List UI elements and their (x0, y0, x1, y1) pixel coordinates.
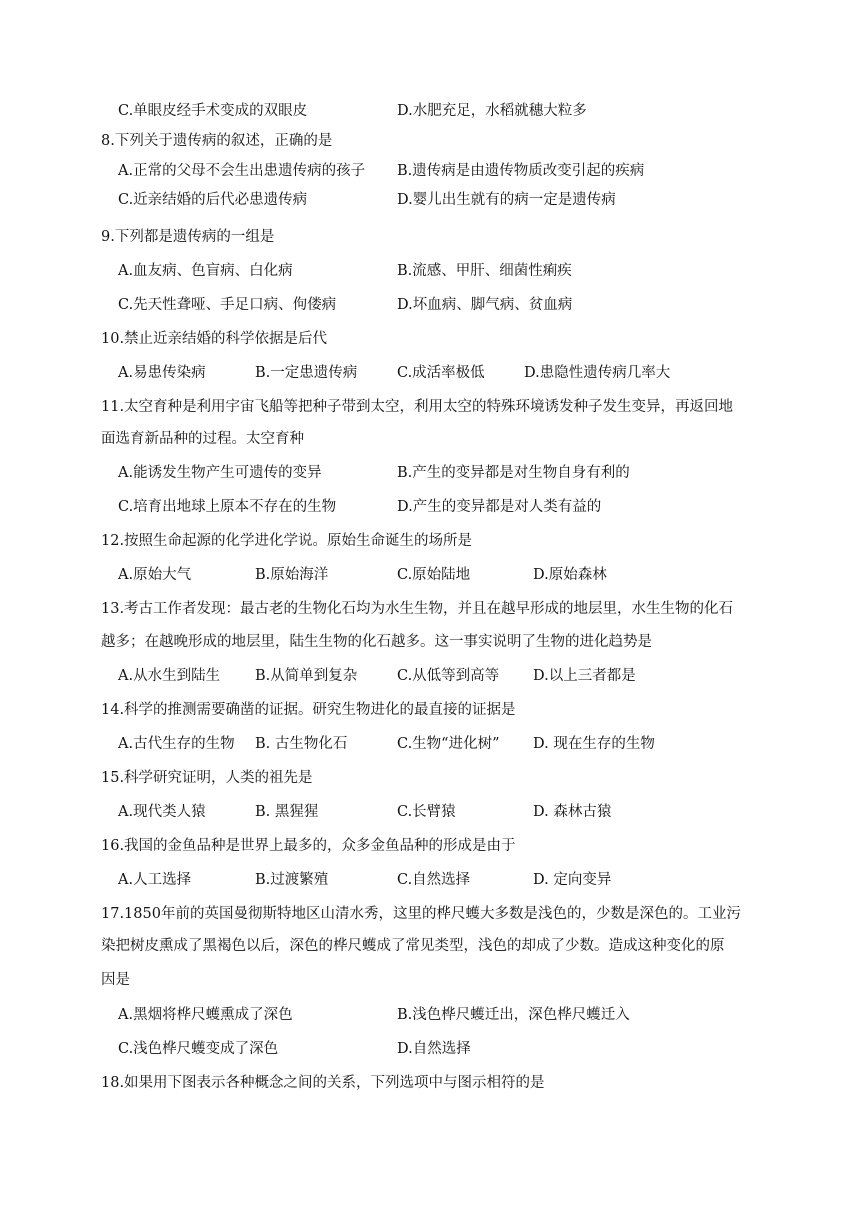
q8-options-cd (118, 190, 616, 210)
q9-options-ab (118, 261, 572, 281)
option-b: B.浅色桦尺蠖迁出，深色桦尺蠖迁入 (397, 1007, 630, 1023)
question-8: 8.下列关于遗传病的叙述，正确的是 (101, 133, 333, 149)
option-b: B.遗传病是由遗传物质改变引起的疾病 (397, 163, 645, 179)
question-18: 18.如果用下图表示各种概念之间的关系，下列选项中与图示相符的是 (101, 1075, 545, 1091)
question-15: 15.科学研究证明，人类的祖先是 (101, 770, 313, 786)
option-a: A.正常的父母不会生出患遗传病的孩子 (118, 163, 366, 179)
q15-options (118, 802, 678, 822)
option-d: D. 定向变异 (533, 872, 612, 888)
q12-options (118, 565, 678, 585)
option-b: B.过渡繁殖 (255, 872, 329, 888)
option-c: C.先天性聋哑、手足口病、佝偻病 (118, 297, 337, 313)
option-d: D.产生的变异都是对人类有益的 (397, 499, 602, 515)
option-c: C.培育出地球上原本不存在的生物 (118, 499, 337, 515)
question-13-line1: 13.考古工作者发现：最古老的生物化石均为水生生物，并且在越早形成的地层里，水生生物的化石 (101, 601, 734, 617)
q11-options-ab (118, 463, 630, 483)
option-c: C.从低等到高等 (397, 668, 500, 684)
option-d: D.婴儿出生就有的病一定是遗传病 (397, 192, 616, 208)
option-c: C.单眼皮经手术变成的双眼皮 (118, 103, 308, 119)
question-14: 14.科学的推测需要确凿的证据。研究生物进化的最直接的证据是 (101, 702, 516, 718)
option-c: C.自然选择 (397, 872, 471, 888)
question-13-line2: 越多；在越晚形成的地层里，陆生生物的化石越多。这一事实说明了生物的进化趋势是 (101, 634, 652, 650)
option-c: C.近亲结婚的后代必患遗传病 (118, 192, 308, 208)
option-d: D.坏血病、脚气病、贫血病 (397, 297, 573, 313)
option-b: B. 古生物化石 (255, 736, 348, 752)
q7-options-cd (118, 101, 587, 121)
option-c: C.浅色桦尺蠖变成了深色 (118, 1041, 279, 1057)
option-d: D.原始森林 (533, 567, 607, 583)
q16-options (118, 870, 678, 890)
option-a: A.易患传染病 (118, 365, 206, 381)
option-c: C.成活率极低 (397, 365, 485, 381)
option-c: C.原始陆地 (397, 567, 471, 583)
option-b: B.从简单到复杂 (255, 668, 358, 684)
option-b: B.产生的变异都是对生物自身有利的 (397, 465, 630, 481)
option-d: D.水肥充足，水稻就穗大粒多 (397, 103, 587, 119)
option-a: A.能诱发生物产生可遗传的变异 (118, 465, 322, 481)
option-c: C.长臂猿 (397, 804, 456, 820)
question-17-line1: 17.1850年前的英国曼彻斯特地区山清水秀，这里的桦尺蠖大多数是浅色的，少数是深色的。工业污 (101, 906, 741, 922)
question-16: 16.我国的金鱼品种是世界上最多的，众多金鱼品种的形成是由于 (101, 838, 516, 854)
q13-options (118, 666, 678, 686)
q17-options-cd (118, 1039, 471, 1059)
option-d: D.自然选择 (397, 1041, 471, 1057)
q9-options-cd (118, 295, 573, 315)
option-a: A.古代生存的生物 (118, 736, 235, 752)
option-a: A.现代类人猿 (118, 804, 206, 820)
question-10: 10.禁止近亲结婚的科学依据是后代 (101, 331, 328, 347)
option-d: D.以上三者都是 (533, 668, 636, 684)
option-d: D. 森林古猿 (533, 804, 612, 820)
option-b: B.一定患遗传病 (255, 365, 358, 381)
q17-options-ab (118, 1005, 630, 1025)
option-c: C.生物“进化树” (397, 736, 500, 752)
q10-options (118, 363, 738, 383)
q14-options (118, 734, 718, 754)
option-d: D.患隐性遗传病几率大 (524, 365, 671, 381)
option-b: B.原始海洋 (255, 567, 329, 583)
option-a: A.从水生到陆生 (118, 668, 221, 684)
question-9: 9.下列都是遗传病的一组是 (101, 229, 275, 245)
option-d: D. 现在生存的生物 (533, 736, 655, 752)
option-a: A.血友病、色盲病、白化病 (118, 263, 293, 279)
question-17-line3: 因是 (101, 972, 130, 988)
option-b: B. 黑猩猩 (255, 804, 319, 820)
question-12: 12.按照生命起源的化学进化学说。原始生命诞生的场所是 (101, 533, 473, 549)
option-a: A.黑烟将桦尺蠖熏成了深色 (118, 1007, 293, 1023)
question-11-line1: 11.太空育种是利用宇宙飞船等把种子带到太空，利用太空的特殊环境诱发种子发生变异，再返回地 (101, 399, 734, 415)
option-a: A.原始大气 (118, 567, 192, 583)
question-17-line2: 染把树皮熏成了黑褐色以后，深色的桦尺蠖成了常见类型，浅色的却成了少数。造成这种变化的原 (101, 938, 725, 954)
question-11-line2: 面选育新品种的过程。太空育种 (101, 431, 304, 447)
option-a: A.人工选择 (118, 872, 192, 888)
q8-options-ab (118, 161, 645, 181)
q11-options-cd (118, 497, 602, 517)
option-b: B.流感、甲肝、细菌性痢疾 (397, 263, 572, 279)
